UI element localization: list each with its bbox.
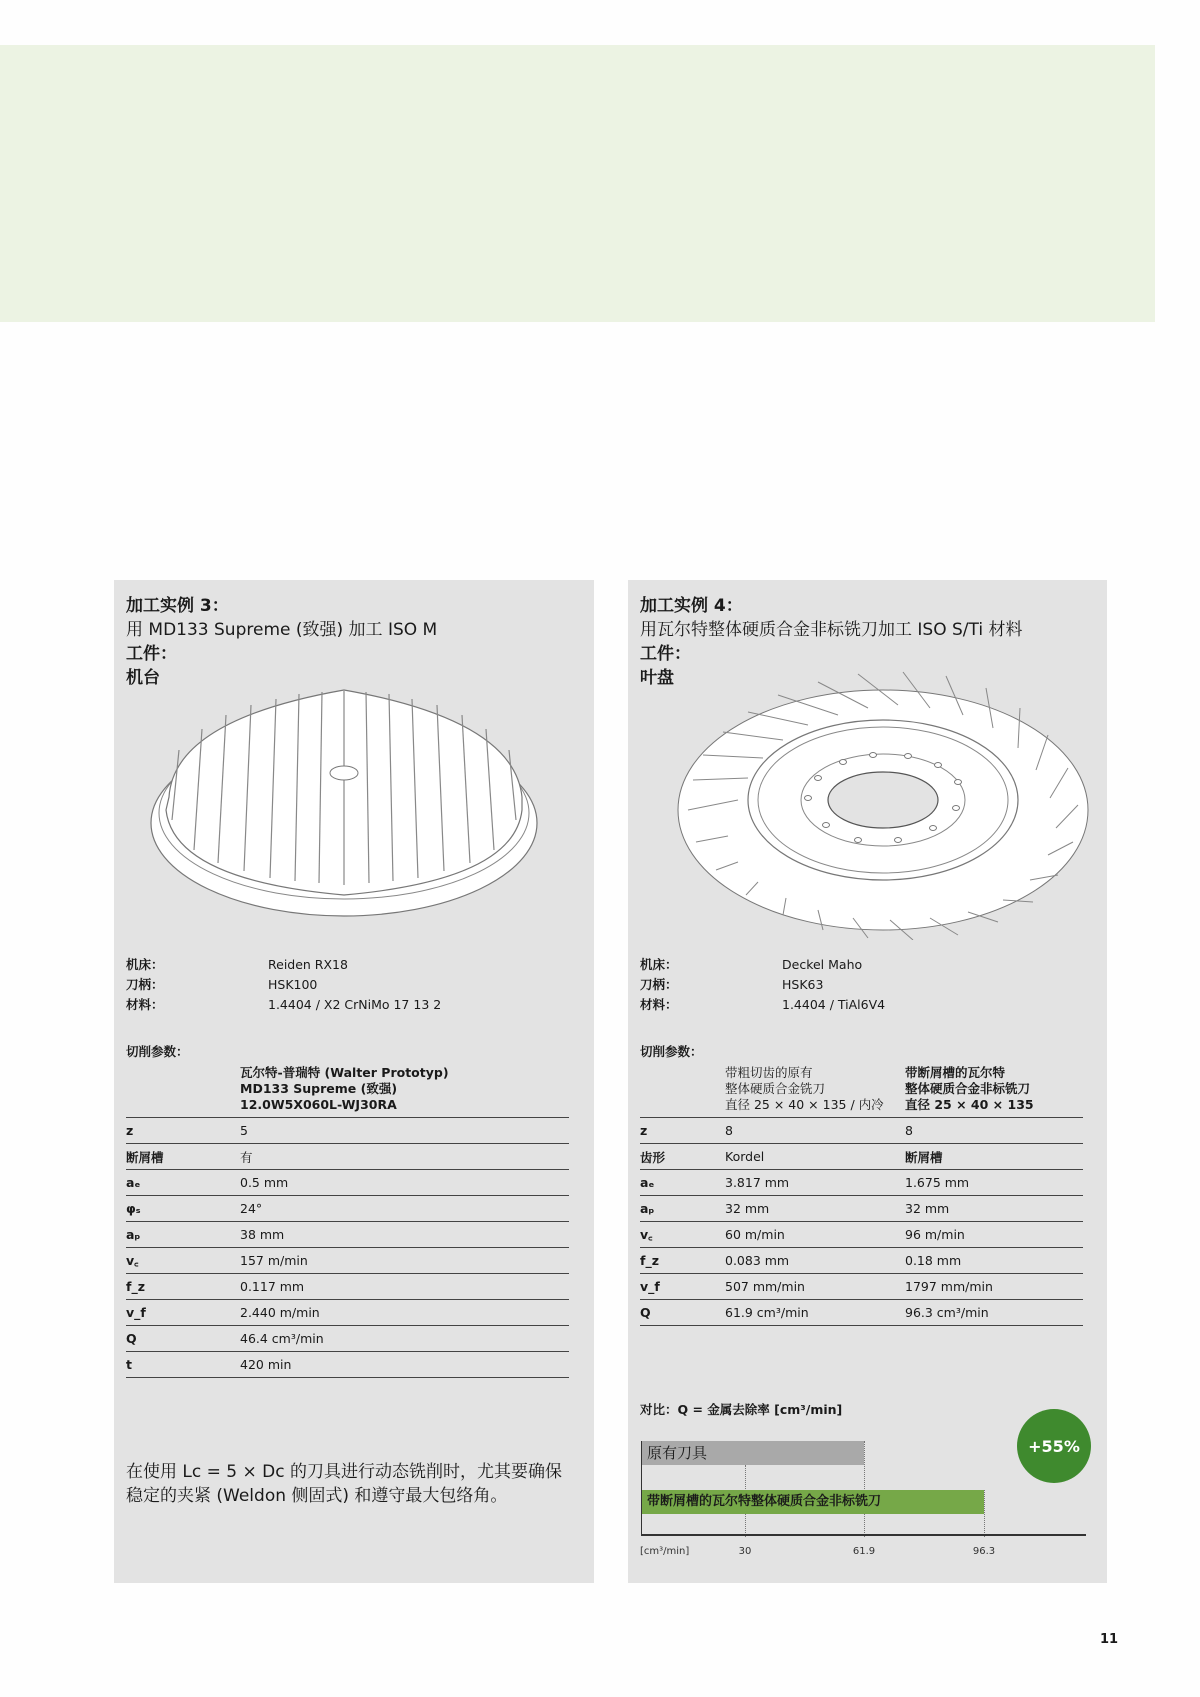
info-row-machine <box>126 955 441 975</box>
param-key: φₛ <box>126 1196 240 1222</box>
cutting-params-table <box>640 1065 1083 1326</box>
workpiece-label: 工件： <box>640 644 691 664</box>
header-line: 带断屑槽的瓦尔特 <box>905 1065 1006 1080</box>
x-tick: 30 <box>738 1546 752 1557</box>
bar-walter-tool: 带断屑槽的瓦尔特整体硬质合金非标铣刀 <box>641 1490 984 1514</box>
param-value: 38 mm <box>240 1222 569 1248</box>
page-number: 11 <box>1100 1632 1119 1647</box>
info-value: 1.4404 / TiAl6V4 <box>782 997 886 1012</box>
param-key: z <box>640 1118 725 1144</box>
info-value: HSK63 <box>782 977 824 992</box>
param-value: 420 min <box>240 1352 569 1378</box>
cutting-params-label: 切削参数： <box>126 1044 189 1059</box>
blisk-illustration <box>668 660 1098 940</box>
info-value: HSK100 <box>268 977 318 992</box>
param-value-original: 8 <box>725 1118 905 1144</box>
param-key: v꜀ <box>126 1248 240 1274</box>
chart-y-axis <box>641 1441 642 1535</box>
param-value: 157 m/min <box>240 1248 569 1274</box>
chart-x-axis <box>641 1534 1086 1536</box>
param-value-walter: 0.18 mm <box>905 1248 1083 1274</box>
table-row <box>640 1170 1083 1196</box>
table-row <box>126 1326 569 1352</box>
param-key: v꜀ <box>640 1222 725 1248</box>
tool-header-line: MD133 Supreme (致强) <box>240 1081 398 1096</box>
example-4-title: 加工实例 4： <box>640 596 743 616</box>
workpiece-name: 叶盘 <box>640 668 674 688</box>
workpiece-label: 工件： <box>126 644 177 664</box>
header-band <box>0 45 1155 322</box>
table-row <box>640 1274 1083 1300</box>
param-value: 46.4 cm³/min <box>240 1326 569 1352</box>
table-row <box>640 1196 1083 1222</box>
param-value: 0.5 mm <box>240 1170 569 1196</box>
note-line: 稳定的夹紧 (Weldon 侧固式) 和遵守最大包络角。 <box>126 1486 508 1506</box>
table-row <box>126 1170 569 1196</box>
chart-title: 对比：Q = 金属去除率 [cm³/min] <box>640 1402 843 1417</box>
machine-info <box>126 955 441 1015</box>
table-row <box>126 1196 569 1222</box>
header-line: 带粗切齿的原有 <box>725 1065 813 1080</box>
gridline-61-9 <box>864 1441 865 1537</box>
tool-header-line: 瓦尔特-普瑞特 (Walter Prototyp) <box>240 1065 449 1080</box>
header-line: 直径 25 × 40 × 135 <box>905 1097 1034 1112</box>
param-value: 0.117 mm <box>240 1274 569 1300</box>
x-axis-unit: [cm³/min] <box>640 1546 690 1557</box>
param-value-walter: 1.675 mm <box>905 1170 1083 1196</box>
param-value-walter: 8 <box>905 1118 1083 1144</box>
gridline-96-3 <box>984 1490 985 1537</box>
example-4-subtitle: 用瓦尔特整体硬质合金非标铣刀加工 ISO S/Ti 材料 <box>640 620 1023 640</box>
param-value-original: 0.083 mm <box>725 1248 905 1274</box>
improvement-badge: +55% <box>1017 1409 1091 1483</box>
header-line: 整体硬质合金铣刀 <box>725 1081 826 1096</box>
param-key: aₑ <box>640 1170 725 1196</box>
example-4-panel <box>628 580 1107 1583</box>
table-row <box>126 1274 569 1300</box>
bar-original-tool: 原有刀具 <box>641 1441 864 1465</box>
param-value: 2.440 m/min <box>240 1300 569 1326</box>
param-value-walter: 96 m/min <box>905 1222 1083 1248</box>
table-row <box>126 1352 569 1378</box>
param-value: 5 <box>240 1118 569 1144</box>
header-line: 整体硬质合金非标铣刀 <box>905 1081 1031 1096</box>
info-row-holder <box>126 975 441 995</box>
param-key: v_f <box>640 1274 725 1300</box>
param-key: aₚ <box>126 1222 240 1248</box>
param-key: f_z <box>126 1274 240 1300</box>
param-value-walter: 32 mm <box>905 1196 1083 1222</box>
machine-table-illustration <box>144 685 544 925</box>
param-key: f_z <box>640 1248 725 1274</box>
param-value: 有 <box>240 1144 569 1170</box>
param-value: 24° <box>240 1196 569 1222</box>
note-line: 在使用 Lc = 5 × Dc 的刀具进行动态铣削时，尤其要确保 <box>126 1462 562 1482</box>
param-value-original: Kordel <box>725 1144 905 1170</box>
table-row <box>640 1144 1083 1170</box>
param-value-walter: 断屑槽 <box>905 1144 1083 1170</box>
param-key: Q <box>640 1300 725 1326</box>
x-tick: 96.3 <box>972 1546 996 1557</box>
param-key: Q <box>126 1326 240 1352</box>
param-value-original: 507 mm/min <box>725 1274 905 1300</box>
info-key: 刀柄： <box>126 977 164 992</box>
example-3-heading <box>126 594 437 690</box>
param-key: t <box>126 1352 240 1378</box>
table-row <box>126 1300 569 1326</box>
table-row <box>640 1118 1083 1144</box>
info-row-machine <box>640 955 885 975</box>
info-value: 1.4404 / X2 CrNiMo 17 13 2 <box>268 997 442 1012</box>
param-value-original: 60 m/min <box>725 1222 905 1248</box>
mrr-comparison-chart <box>628 1400 1107 1570</box>
param-key: 齿形 <box>640 1144 725 1170</box>
info-key: 材料： <box>126 997 164 1012</box>
table-row <box>640 1300 1083 1326</box>
table-row <box>640 1222 1083 1248</box>
example-3-subtitle: 用 MD133 Supreme (致强) 加工 ISO M <box>126 620 438 640</box>
x-tick: 61.9 <box>852 1546 876 1557</box>
cutting-params-label: 切削参数： <box>640 1044 703 1059</box>
walter-tool-header <box>905 1065 1083 1118</box>
table-row <box>126 1144 569 1170</box>
workpiece-name: 机台 <box>126 668 160 688</box>
info-key: 机床： <box>640 957 678 972</box>
header-line: 直径 25 × 40 × 135 / 内冷 <box>725 1097 884 1112</box>
table-row <box>126 1248 569 1274</box>
table-row <box>126 1118 569 1144</box>
clamping-note <box>126 1460 586 1508</box>
param-value-original: 32 mm <box>725 1196 905 1222</box>
tool-header-line: 12.0W5X060L-WJ30RA <box>240 1097 397 1112</box>
info-value: Reiden RX18 <box>268 957 348 972</box>
table-row <box>126 1222 569 1248</box>
param-key: v_f <box>126 1300 240 1326</box>
original-tool-header <box>725 1065 905 1118</box>
info-key: 材料： <box>640 997 678 1012</box>
info-value: Deckel Maho <box>782 957 863 972</box>
machine-info <box>640 955 885 1015</box>
info-row-material <box>126 995 441 1015</box>
info-row-holder <box>640 975 885 995</box>
example-3-title: 加工实例 3： <box>126 596 229 616</box>
param-value-walter: 1797 mm/min <box>905 1274 1083 1300</box>
param-key: aₑ <box>126 1170 240 1196</box>
info-key: 机床： <box>126 957 164 972</box>
param-value-walter: 96.3 cm³/min <box>905 1300 1083 1326</box>
tool-header <box>240 1065 569 1118</box>
example-3-panel <box>114 580 594 1583</box>
cutting-params-table <box>126 1065 569 1378</box>
param-key: z <box>126 1118 240 1144</box>
param-value-original: 61.9 cm³/min <box>725 1300 905 1326</box>
table-row <box>640 1248 1083 1274</box>
param-key: aₚ <box>640 1196 725 1222</box>
info-key: 刀柄： <box>640 977 678 992</box>
param-key: 断屑槽 <box>126 1144 240 1170</box>
param-value-original: 3.817 mm <box>725 1170 905 1196</box>
info-row-material <box>640 995 885 1015</box>
